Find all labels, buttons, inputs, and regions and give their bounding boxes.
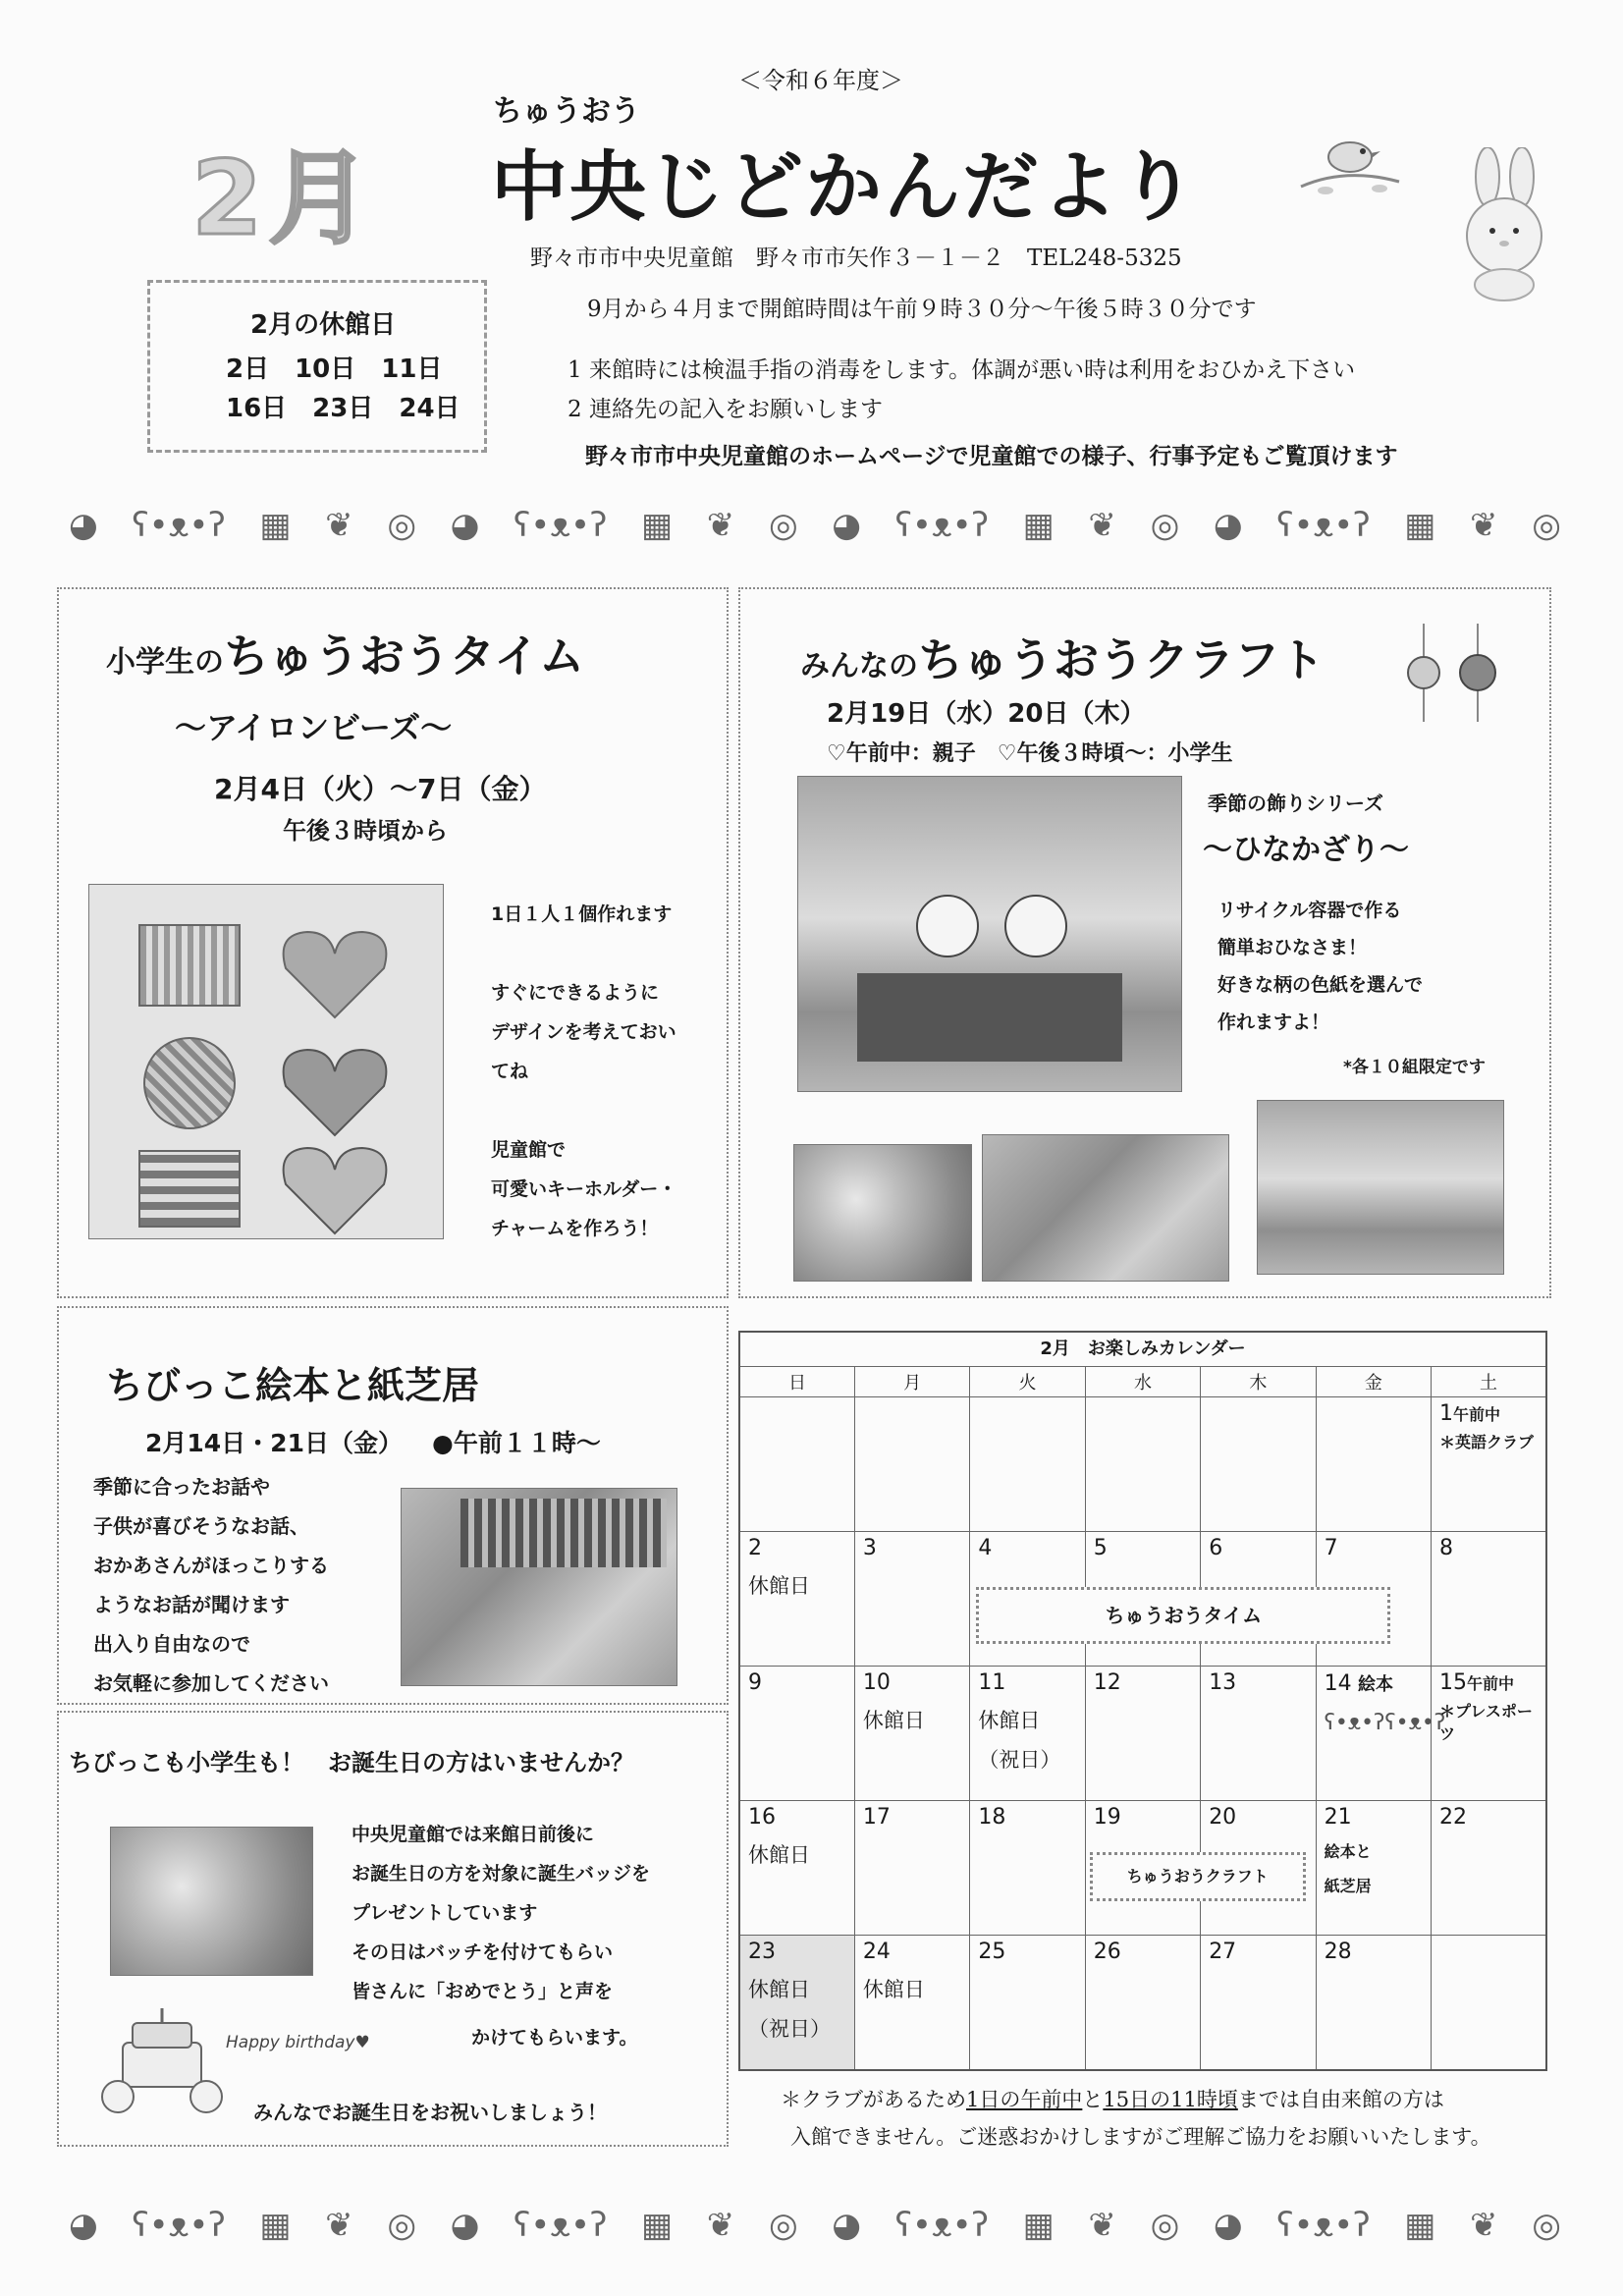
leaf-icon: ❦ bbox=[1470, 2206, 1498, 2245]
closed-label: 休館日 bbox=[748, 1978, 810, 2001]
storytime-photo bbox=[401, 1488, 677, 1686]
weekday-sun: 日 bbox=[739, 1367, 854, 1397]
gift-icon: ▦ bbox=[641, 2206, 674, 2245]
closed-label: 休館日 bbox=[978, 1709, 1041, 1732]
time-desc-1: 1日１人１個作れます bbox=[491, 903, 673, 925]
day-event: 午前中 bbox=[1467, 1674, 1515, 1693]
ehon-line-1: 季節に合ったお話や bbox=[93, 1475, 270, 1499]
calendar-week-2 bbox=[739, 1532, 1546, 1667]
craft-desc-3: 好きな柄の色紙を選んで bbox=[1217, 974, 1424, 996]
calendar-cell bbox=[1316, 1397, 1431, 1532]
time-hour: 午後３時頃から bbox=[283, 817, 448, 845]
closed-days-title: 2月の休館日 bbox=[250, 310, 397, 340]
craft-desc-4: 作れますよ！ bbox=[1217, 1011, 1330, 1033]
bead-heart-3 bbox=[276, 1140, 394, 1238]
craft-theme: ～ひなかざり～ bbox=[1203, 833, 1409, 867]
time-desc-3c: チャームを作ろう！ bbox=[491, 1218, 659, 1239]
face-icon: ◕ bbox=[832, 2206, 861, 2245]
address-line: 野々市市中央児童館 野々市市矢作３－１－２ TEL248-5325 bbox=[530, 246, 1182, 271]
time-desc-2a: すぐにできるように bbox=[491, 982, 660, 1004]
hina-doll-photo bbox=[797, 776, 1182, 1092]
calendar-footnote-2: 入館できません。ご迷惑おかけしますがご理解ご協力をお願いいたします。 bbox=[790, 2125, 1491, 2149]
calendar-cell-4 bbox=[970, 1532, 1263, 1667]
holiday-label: （祝日） bbox=[978, 1748, 1061, 1772]
craft-photo-3 bbox=[1257, 1100, 1504, 1275]
craft-photo-1 bbox=[793, 1144, 972, 1282]
day-number: 27 bbox=[1209, 1940, 1237, 1964]
craft-times: ♡午前中：親子 ♡午後３時頃～：小学生 bbox=[827, 741, 1233, 766]
calendar-week-5 bbox=[739, 1936, 1546, 2071]
bead-square-1 bbox=[138, 924, 241, 1007]
day-event: 絵本 bbox=[1357, 1674, 1393, 1695]
note-2: 2 連絡先の記入をお願いします bbox=[568, 397, 883, 422]
drum-icon: ◎ bbox=[1532, 2206, 1561, 2245]
birthday-line-4: その日はバッチを付けてもらい bbox=[352, 1941, 614, 1963]
calendar-cell-16 bbox=[739, 1801, 854, 1936]
calendar-cell-27 bbox=[1201, 1936, 1316, 2071]
face-icon: ◕ bbox=[69, 506, 98, 545]
calendar-cell-25 bbox=[970, 1936, 1085, 2071]
calendar-cell-15 bbox=[1432, 1667, 1546, 1801]
bead-heart-2 bbox=[276, 1042, 394, 1140]
calendar-week-1 bbox=[739, 1397, 1546, 1532]
calendar-cell bbox=[739, 1397, 854, 1532]
cake-illustration bbox=[98, 2003, 226, 2121]
note-1: 1 来館時には検温手指の消毒をします。体調が悪い時は利用をおひかえ下さい bbox=[568, 357, 1356, 383]
hina-doll-right bbox=[1004, 895, 1067, 957]
gift-icon: ▦ bbox=[641, 506, 674, 545]
happy-birthday-text: Happy birthday♥ bbox=[226, 2033, 370, 2052]
note-3: 野々市市中央児童館のホームページで児童館での様子、行事予定もご覧頂けます bbox=[585, 444, 1398, 469]
page-title: 中央じどかんだより bbox=[491, 143, 1199, 232]
day-event: 絵本と bbox=[1324, 1842, 1372, 1861]
day-number: 9 bbox=[748, 1670, 762, 1695]
closed-days-row2: 16日 23日 24日 bbox=[226, 394, 460, 423]
event-calendar bbox=[738, 1331, 1547, 2071]
calendar-cell bbox=[1201, 1397, 1316, 1532]
day-number: 15 bbox=[1439, 1670, 1468, 1695]
day-number: 28 bbox=[1324, 1940, 1352, 1964]
calendar-cell-11 bbox=[970, 1667, 1085, 1801]
closed-days-row1: 2日 10日 11日 bbox=[226, 355, 443, 384]
day-number: 20 bbox=[1209, 1805, 1237, 1830]
weekday-sat: 土 bbox=[1432, 1367, 1546, 1397]
bear-icon: ʕ•ᴥ•ʔ bbox=[1276, 2206, 1371, 2245]
era-label: ＜令和６年度＞ bbox=[738, 67, 903, 94]
calendar-cell-10 bbox=[854, 1667, 969, 1801]
calendar-cell-9 bbox=[739, 1667, 854, 1801]
day-number: 16 bbox=[748, 1805, 776, 1830]
day-number: 7 bbox=[1324, 1536, 1338, 1560]
day-number: 19 bbox=[1093, 1805, 1121, 1830]
weekday-mon: 月 bbox=[854, 1367, 969, 1397]
calendar-cell-26 bbox=[1085, 1936, 1200, 2071]
calendar-cell bbox=[970, 1397, 1085, 1532]
leaf-icon: ❦ bbox=[1088, 506, 1116, 545]
flower-ornament bbox=[1399, 624, 1507, 722]
ehon-title: ちびっこ絵本と紙芝居 bbox=[106, 1364, 480, 1407]
leaf-icon: ❦ bbox=[325, 2206, 353, 2245]
face-icon: ◕ bbox=[69, 2206, 98, 2245]
bear-icon: ʕ•ᴥ•ʔ bbox=[513, 2206, 608, 2245]
day-number: 10 bbox=[862, 1670, 891, 1695]
day-number: 3 bbox=[862, 1536, 877, 1560]
bear-icon: ʕ•ᴥ•ʔ bbox=[513, 506, 608, 545]
bear-icon: ʕ•ᴥ•ʔ bbox=[1276, 506, 1371, 545]
bear-icon: ʕ•ᴥ•ʔ bbox=[894, 506, 990, 545]
day-number: 1 bbox=[1439, 1401, 1454, 1426]
ehon-line-5: 出入り自由なので bbox=[93, 1632, 250, 1656]
bunny-illustration bbox=[1443, 147, 1561, 304]
gift-icon: ▦ bbox=[1404, 506, 1436, 545]
leaf-icon: ❦ bbox=[1470, 506, 1498, 545]
birthday-line-2: お誕生日の方を対象に誕生バッジを bbox=[352, 1863, 651, 1885]
face-icon: ◕ bbox=[450, 2206, 480, 2245]
ehon-line-6: お気軽に参加してください bbox=[93, 1671, 329, 1695]
day-number: 11 bbox=[978, 1670, 1006, 1695]
day-number: 25 bbox=[978, 1940, 1006, 1964]
bottom-decorative-border bbox=[69, 2196, 1561, 2255]
craft-dates: 2月19日（水）20日（木） bbox=[827, 699, 1146, 729]
ironbeads-photo bbox=[88, 884, 444, 1239]
day-number: 21 bbox=[1324, 1805, 1352, 1830]
day-event: 午前中 bbox=[1453, 1405, 1501, 1424]
birthday-closing: みんなでお誕生日をお祝いしましょう！ bbox=[253, 2101, 607, 2124]
face-icon: ◕ bbox=[1213, 506, 1243, 545]
calendar-cell-22 bbox=[1432, 1801, 1546, 1936]
calendar-cell-28 bbox=[1316, 1936, 1431, 2071]
day-number: 24 bbox=[862, 1940, 891, 1964]
leaf-icon: ❦ bbox=[706, 2206, 735, 2245]
ehon-time: ●午前１１時～ bbox=[432, 1429, 601, 1457]
weekday-fri: 金 bbox=[1316, 1367, 1431, 1397]
hina-dais bbox=[857, 973, 1122, 1062]
bear-icon: ʕ•ᴥ•ʔ bbox=[894, 2206, 990, 2245]
craft-desc-2: 簡単おひなさま！ bbox=[1217, 937, 1368, 958]
ehon-line-3: おかあさんがほっこりする bbox=[93, 1554, 329, 1577]
day-number: 2 bbox=[748, 1536, 762, 1560]
day-number: 4 bbox=[978, 1536, 993, 1560]
day-event: ＊英語クラブ bbox=[1439, 1433, 1535, 1451]
hina-doll-left bbox=[916, 895, 979, 957]
time-dates: 2月4日（火）～7日（金） bbox=[214, 773, 547, 805]
day-number: 23 bbox=[748, 1940, 776, 1964]
drum-icon: ◎ bbox=[387, 506, 416, 545]
drum-icon: ◎ bbox=[1150, 506, 1180, 545]
calendar-cell-14 bbox=[1316, 1667, 1446, 1801]
day-event: 紙芝居 bbox=[1324, 1877, 1372, 1895]
hours-line: 9月から４月まで開館時間は午前９時３０分～午後５時３０分です bbox=[587, 297, 1257, 322]
ehon-dates: 2月14日・21日（金） bbox=[145, 1429, 403, 1457]
drum-icon: ◎ bbox=[387, 2206, 416, 2245]
day-number: 13 bbox=[1209, 1670, 1237, 1695]
calendar-cell-12 bbox=[1085, 1667, 1200, 1801]
event-time-banner: ちゅうおうタイム bbox=[976, 1587, 1390, 1644]
craft-series: 季節の飾りシリーズ bbox=[1208, 792, 1383, 815]
calendar-cell-23 bbox=[739, 1936, 854, 2071]
calendar-cell bbox=[1085, 1397, 1200, 1532]
calendar-footnote-1: ＊クラブがあるため1日の午前中と15日の11時頃までは自由来館の方は bbox=[781, 2088, 1444, 2111]
weekday-header bbox=[739, 1367, 1546, 1397]
calendar-title: 2月 お楽しみカレンダー bbox=[739, 1332, 1546, 1367]
birthday-line-3: プレゼントしています bbox=[352, 1902, 538, 1924]
closed-label: 休館日 bbox=[862, 1978, 925, 2001]
time-desc-3a: 児童館で bbox=[491, 1139, 567, 1161]
event-craft-banner: ちゅうおうクラフト bbox=[1090, 1852, 1306, 1901]
calendar-cell-18 bbox=[970, 1801, 1085, 1936]
bear-icon: ʕ•ᴥ•ʔ bbox=[132, 2206, 226, 2245]
craft-photo-2 bbox=[982, 1134, 1229, 1282]
gift-icon: ▦ bbox=[259, 506, 292, 545]
birthday-line-5: 皆さんに「おめでとう」と声を bbox=[352, 1981, 614, 2002]
top-decorative-border bbox=[69, 496, 1561, 555]
drum-icon: ◎ bbox=[1150, 2206, 1180, 2245]
time-title: 小学生のちゅうおうタイム bbox=[106, 629, 585, 683]
gift-icon: ▦ bbox=[259, 2206, 292, 2245]
ehon-line-4: ようなお話が聞けます bbox=[93, 1593, 290, 1616]
calendar-week-4 bbox=[739, 1801, 1546, 1936]
drum-icon: ◎ bbox=[768, 506, 798, 545]
holiday-label: （祝日） bbox=[748, 2017, 831, 2041]
face-icon: ◕ bbox=[1213, 2206, 1243, 2245]
closed-label: 休館日 bbox=[748, 1843, 810, 1867]
gift-icon: ▦ bbox=[1022, 506, 1055, 545]
birthday-title: ちびっこも小学生も！ お誕生日の方はいませんか？ bbox=[69, 1749, 634, 1777]
day-number: 17 bbox=[862, 1805, 891, 1830]
month-label: 2月 bbox=[191, 138, 377, 258]
calendar-cell-17 bbox=[854, 1801, 969, 1936]
calendar-cell-3 bbox=[854, 1532, 969, 1667]
bird-illustration bbox=[1296, 128, 1404, 206]
craft-limit: *各１０組限定です bbox=[1343, 1058, 1486, 1077]
day-number: 5 bbox=[1093, 1536, 1108, 1560]
calendar-cell-8 bbox=[1432, 1532, 1546, 1667]
calendar-cell bbox=[1432, 1936, 1546, 2071]
calendar-week-3 bbox=[739, 1667, 1546, 1801]
gift-icon: ▦ bbox=[1022, 2206, 1055, 2245]
closed-label: 休館日 bbox=[862, 1709, 925, 1732]
day-number: 14 bbox=[1324, 1671, 1352, 1696]
weekday-tue: 火 bbox=[970, 1367, 1085, 1397]
weekday-wed: 水 bbox=[1085, 1367, 1200, 1397]
ehon-line-2: 子供が喜びそうなお話、 bbox=[93, 1514, 309, 1538]
birthday-line-6: かけてもらいます。 bbox=[471, 2027, 638, 2049]
calendar-cell-21 bbox=[1316, 1801, 1431, 1936]
leaf-icon: ❦ bbox=[325, 506, 353, 545]
leaf-icon: ❦ bbox=[706, 506, 735, 545]
calendar-cell-1 bbox=[1432, 1397, 1546, 1532]
calendar-cell-13 bbox=[1201, 1667, 1316, 1801]
day-number: 8 bbox=[1439, 1536, 1454, 1560]
day-number: 12 bbox=[1093, 1670, 1121, 1695]
time-desc-3b: 可愛いキーホルダー・ bbox=[491, 1178, 677, 1200]
drum-icon: ◎ bbox=[768, 2206, 798, 2245]
gift-icon: ▦ bbox=[1404, 2206, 1436, 2245]
face-icon: ◕ bbox=[832, 506, 861, 545]
day-number: 22 bbox=[1439, 1805, 1468, 1830]
bear-icon: ʕ•ᴥ•ʔ bbox=[132, 506, 226, 545]
day-number: 18 bbox=[978, 1805, 1006, 1830]
bear-icon: ʕ•ᴥ•ʔʕ•ᴥ•ʔ bbox=[1324, 1711, 1446, 1735]
closed-label: 休館日 bbox=[748, 1574, 810, 1598]
time-desc-2b: デザインを考えておい bbox=[491, 1021, 676, 1043]
birthday-line-1: 中央児童館では来館日前後に bbox=[352, 1824, 595, 1845]
day-number: 6 bbox=[1209, 1536, 1223, 1560]
day-number: 26 bbox=[1093, 1940, 1121, 1964]
time-desc-2c: てね bbox=[491, 1061, 529, 1082]
calendar-cell bbox=[854, 1397, 969, 1532]
craft-title: みんなのちゅうおうクラフト bbox=[800, 633, 1325, 686]
calendar-cell-24 bbox=[854, 1936, 969, 2071]
weekday-thu: 木 bbox=[1201, 1367, 1316, 1397]
birthday-photo bbox=[110, 1827, 313, 1976]
craft-desc-1: リサイクル容器で作る bbox=[1217, 900, 1402, 921]
title-ruby: ちゅうおう bbox=[493, 94, 640, 129]
day-event: ＊プレスポーツ bbox=[1439, 1702, 1533, 1743]
bookshelf bbox=[460, 1499, 667, 1567]
drum-icon: ◎ bbox=[1532, 506, 1561, 545]
calendar-cell-2 bbox=[739, 1532, 854, 1667]
leaf-icon: ❦ bbox=[1088, 2206, 1116, 2245]
bead-circle bbox=[143, 1037, 236, 1129]
time-subtitle: ～アイロンビーズ～ bbox=[175, 709, 453, 746]
bead-square-2 bbox=[138, 1150, 241, 1228]
face-icon: ◕ bbox=[450, 506, 480, 545]
bead-heart-1 bbox=[276, 924, 394, 1022]
